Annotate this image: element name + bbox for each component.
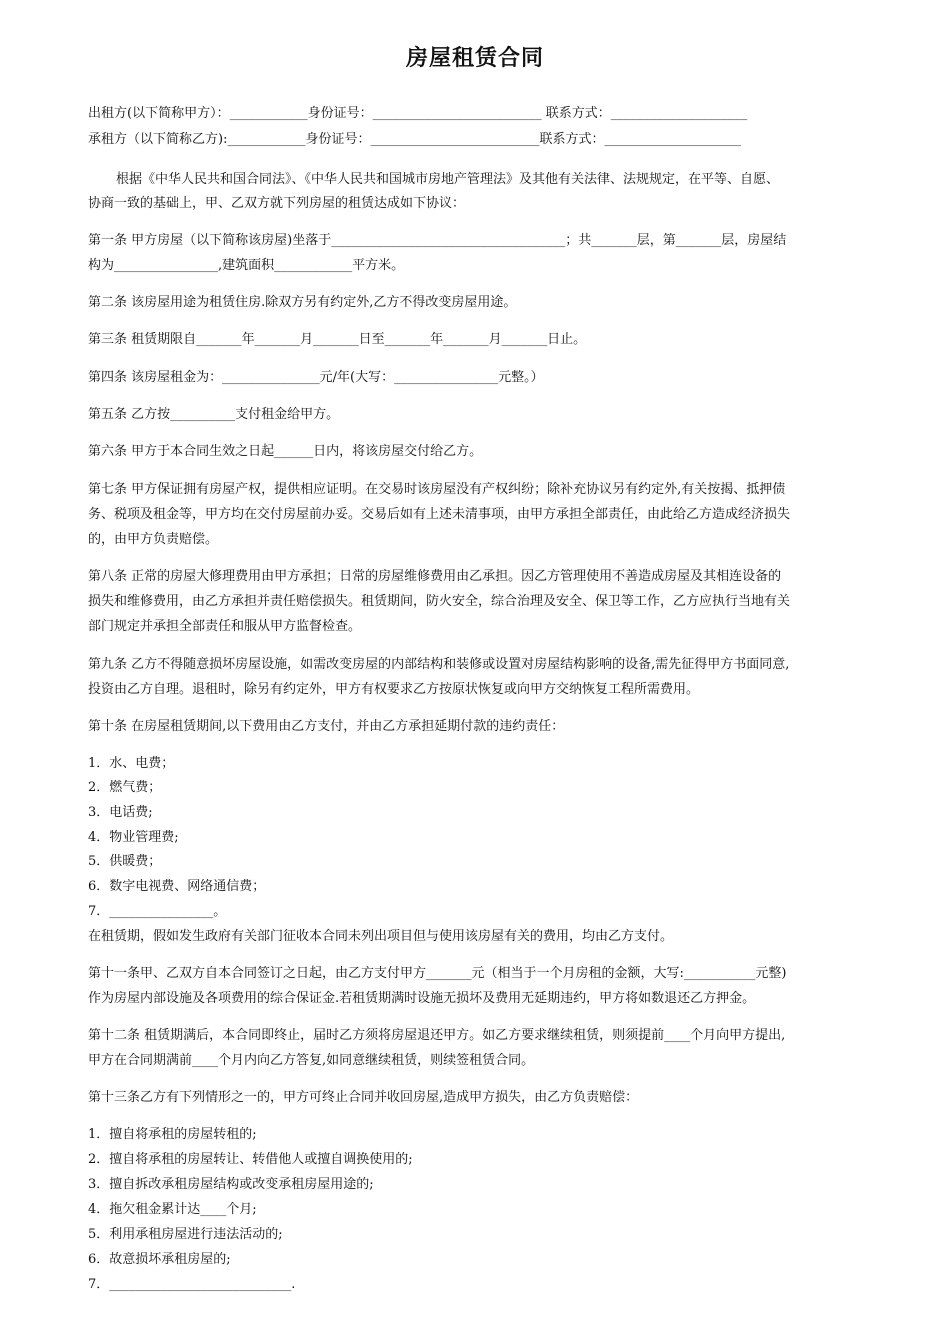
lessor-info-line: 出租方(以下简称甲方）：____________身份证号：__________________________ 联系方式：_____________________ [88,106,748,121]
fee-list-item: 7．________________。 [88,904,227,919]
article-4-line: 第四条 该房屋租金为：_______________元/年(大写：________________元整。） [88,370,544,385]
article-3-line: 第三条 租赁期限自_______年_______月_______日至_______年_______月_______日止。 [88,332,587,347]
article-9-line: 第九条 乙方不得随意损坏房屋设施，如需改变房屋的内部结构和装修或设置对房屋结构影响的设备,需先征得甲方书面同意, [88,657,790,672]
article-8-line: 损失和维修费用，由乙方承担并责任赔偿损失。租赁期间，防火安全，综合治理及安全、保卫等工作，乙方应执行当地有关 [88,594,791,609]
fee-list-item: 3．电话费; [88,805,153,820]
termination-list-item: 2．擅自将承租的房屋转让、转借他人或擅自调换使用的; [88,1152,413,1167]
termination-list-item: 6．故意损坏承租房屋的; [88,1252,231,1267]
termination-list-item: 4．拖欠租金累计达____个月; [88,1202,257,1217]
article-8-line: 第八条 正常的房屋大修理费用由甲方承担；日常的房屋维修费用由乙承担。因乙方管理使用不善造成房屋及其相连设备的 [88,569,782,584]
article-2-line: 第二条 该房屋用途为租赁住房.除双方另有约定外,乙方不得改变房屋用途。 [88,295,517,310]
fee-list-item: 5．供暖费； [88,854,162,869]
article-5-line: 第五条 乙方按__________支付租金给甲方。 [88,407,340,422]
preamble-line: 根据《中华人民共和国合同法》、《中华人民共和国城市房地产管理法》及其他有关法律、法规规定，在平等、自愿、 [116,172,780,187]
article-10-line: 第十条 在房屋租赁期间,以下费用由乙方支付，并由乙方承担延期付款的违约责任： [88,719,565,734]
article-12-line: 第十二条 租赁期满后，本合同即终止，届时乙方须将房屋退还甲方。如乙方要求继续租赁，则须提前____个月向甲方提出, [88,1028,786,1043]
article-1-line: 构为________________,建筑面积____________平方米。 [88,258,405,273]
fee-list-item: 4．物业管理费; [88,830,179,845]
article-11-line: 第十一条甲、乙双方自本合同签订之日起，由乙方支付甲方_______元（相当于一个月房租的金额，大写:___________元整) [88,966,787,981]
fee-list-item: 1．水、电费； [88,756,175,771]
article-10-note: 在租赁期，假如发生政府有关部门征收本合同未列出项目但与使用该房屋有关的费用，均由乙方支付。 [88,929,674,944]
document-title: 房屋租赁合同 [405,46,544,71]
article-8-line: 部门规定并承担全部责任和服从甲方监督检查。 [88,619,362,634]
lessee-info-line: 承租方（以下简称乙方):____________身份证号：__________________________联系方式：_____________________ [88,132,741,147]
article-6-line: 第六条 甲方于本合同生效之日起______日内，将该房屋交付给乙方。 [88,444,483,459]
preamble-line: 协商一致的基础上，甲、乙双方就下列房屋的租赁达成如下协议： [88,196,466,211]
article-13-line: 第十三条乙方有下列情形之一的，甲方可终止合同并收回房屋,造成甲方损失，由乙方负责赔偿： [88,1090,639,1105]
article-11-line: 作为房屋内部设施及各项费用的综合保证金.若租赁期满时设施无损坏及费用无延期违约，甲方将如数退还乙方押金。 [88,991,756,1006]
article-7-line: 第七条 甲方保证拥有房屋产权，提供相应证明。在交易时该房屋没有产权纠纷；除补充协议另有约定外,有关按揭、抵押债 [88,482,786,497]
article-7-line: 的，由甲方负责赔偿。 [88,532,219,547]
termination-list-item: 5．利用承租房屋进行违法活动的; [88,1227,283,1242]
termination-list-item: 1．擅自将承租的房屋转租的; [88,1127,257,1142]
article-1-line: 第一条 甲方房屋（以下简称该房屋)坐落于____________________________________；共_______层，第_______层，房屋结 [88,233,787,248]
article-7-line: 务、税项及租金等，甲方均在交付房屋前办妥。交易后如有上述未清事项，由甲方承担全部责任，由此给乙方造成经济损失 [88,507,791,522]
termination-list-item: 3．擅自拆改承租房屋结构或改变承租房屋用途的; [88,1177,374,1192]
article-9-line: 投资由乙方自理。退租时，除另有约定外，甲方有权要求乙方按原状恢复或向甲方交纳恢复工程所需费用。 [88,682,700,697]
article-12-line: 甲方在合同期满前____个月内向乙方答复,如同意继续租赁，则续签租赁合同。 [88,1053,535,1068]
termination-list-item: 7．____________________________. [88,1277,296,1292]
fee-list-item: 6．数字电视费、网络通信费； [88,879,266,894]
fee-list-item: 2．燃气费； [88,780,162,795]
